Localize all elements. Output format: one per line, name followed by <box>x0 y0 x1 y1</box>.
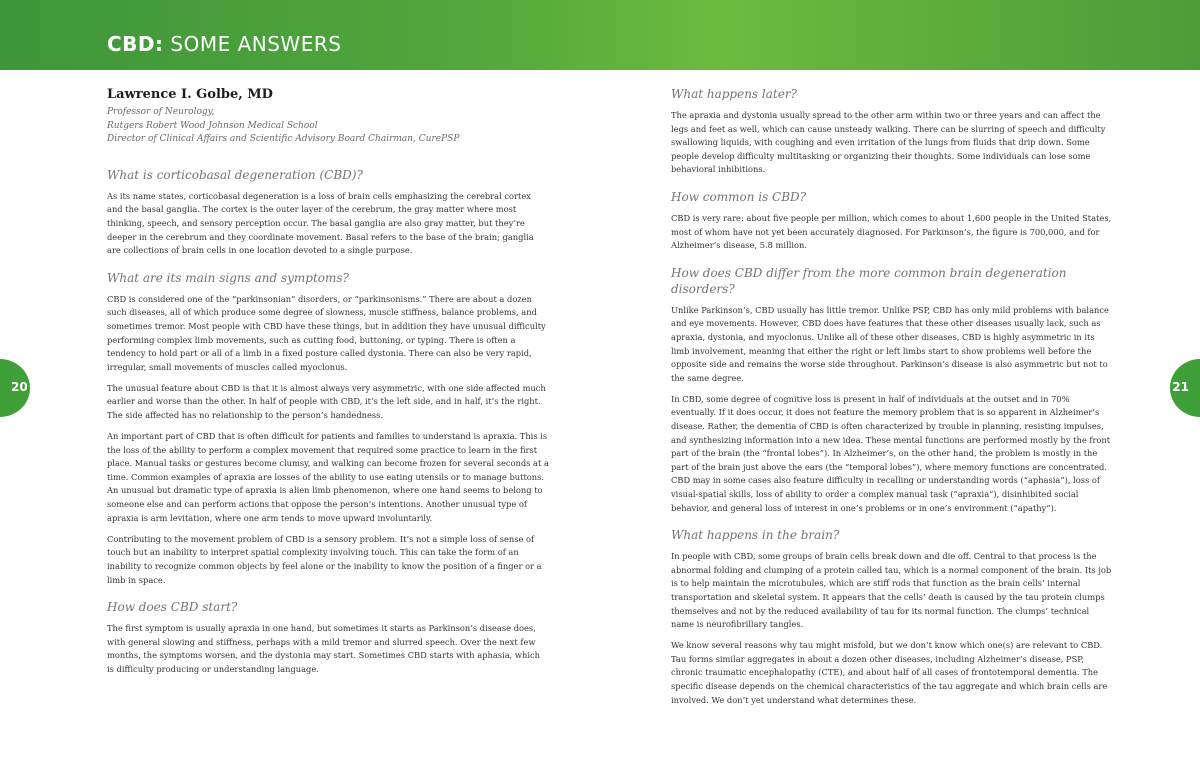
section-heading: How common is CBD? <box>671 189 807 204</box>
title-rest: SOME ANSWERS <box>163 32 342 56</box>
paragraph: The unusual feature about CBD is that it is almost always very asymmetric, with one side affected much earlier and worse than the other. In half of people with CBD, it’s the left side, and in half, it’s the right. The side affected has no relationship to the person’s handedness. <box>107 382 546 420</box>
author-role: Director of Clinical Affairs and Scientific Advisory Board Chairman, CurePSP <box>107 134 460 145</box>
paragraph: We know several reasons why tau might misfold, but we don’t know which one(s) are relevant to CBD. Tau forms similar aggregates in about a dozen other diseases, including Alzheimer’s disease, PSP, chronic traumatic encephalopathy (CTE), and about half of all cases of frontotemporal dementia. The specific disease depends on the chemical characteristics of the tau aggregate and which brain cells are involved. We don’t yet understand what determines these. <box>671 640 1108 705</box>
paragraph: In people with CBD, some groups of brain cells break down and die off. Central to that process is the abnormal folding and clumping of a protein called tau, which is a normal component of the brain. Its job is to help maintain the microtubules, which are stiff rods that function as the brain cells’ internal transportation and skeletal system. It appears that the cells’ death is caused by the tau protein clumps themselves and not by the reduced availability of tau for its normal function. The clumps’ technical name is neurofibrillary tangles. <box>671 551 1112 630</box>
paragraph: The apraxia and dystonia usually spread to the other arm within two or three years and can affect the legs and feet as well, which can cause unsteady walking. There can be slurring of speech and difficulty swallowing liquids, with coughing and even irritation of the lungs from fluids that drip down. Some people develop difficulty multitasking or organizing their thoughts. Some individuals can lose some behavioral inhibitions. <box>671 110 1106 175</box>
paragraph: CBD is very rare: about five people per million, which comes to about 1,600 people in the United States, most of whom have not yet been accurately diagnosed. For Parkinson’s, the figure is 700,000, and for Alzheimer’s disease, 5.8 million. <box>671 212 1112 251</box>
paragraph: CBD is considered one of the “parkinsonian” disorders, or “parkinsonisms.” There are about a dozen such diseases, all of which produce some degree of slowness, muscle stiffness, balance problems, and sometimes tremor. Most people with CBD have these things, but in addition they have unusual difficulty performing complex limb movements, such as cutting food, buttoning, or typing. There is often a tendency to hold part or all of a limb in a fixed posture called dystonia. There can also be very rapid, irregular, small movements of muscles called myoclonus. <box>107 293 546 372</box>
page-number-left: 20 <box>11 380 28 394</box>
paragraph: An important part of CBD that is often difficult for patients and families to understand is apraxia. This is the loss of the ability to perform a complex movement that required some practice to learn in the first place. Manual tasks or gestures become clumsy, and walking can become frozen for several seconds at a time. Common examples of apraxia are losses of the ability to use eating utensils or to manage buttons. An unusual but dramatic type of apraxia is alien limb phenomenon, where one hand seems to belong to someone else and can perform actions that oppose the person’s intentions. Another unusual type of apraxia is arm levitation, where one arm tends to move upward involuntarily. <box>107 431 549 523</box>
author-name: Lawrence I. Golbe, MD <box>107 87 273 102</box>
section-heading: How does CBD start? <box>107 600 238 615</box>
author-title: Professor of Neurology, <box>107 107 215 117</box>
paragraph: The first symptom is usually apraxia in one hand, but sometimes it starts as Parkinson’s disease does, with general slowing and stiffness, perhaps with a mild tremor and slurred speech. Over the next few months, the symptoms worsen, and the dystonia may start. Sometimes CBD starts with aphasia, which is difficulty producing or understanding language. <box>107 623 541 674</box>
section-what-happens-in-brain <box>671 527 1113 707</box>
title-strong: CBD: <box>107 32 164 56</box>
right-page-column <box>671 86 1113 719</box>
section-how-common <box>671 189 1113 253</box>
left-page-column <box>107 86 549 689</box>
section-heading: What is corticobasal degeneration (CBD)? <box>107 167 363 182</box>
section-heading: What happens in the brain? <box>671 528 840 543</box>
paragraph: Unlike Parkinson’s, CBD usually has little tremor. Unlike PSP, CBD has only mild problems with balance and eye movements. However, CBD does have features that these other diseases usually lack, such as apraxia, dystonia, and myoclonus. Unlike all of these other diseases, CBD is highly asymmetric in its limb involvement, meaning that either the right or left limbs start to show problems well before the opposite side and remains the worse side throughout. Parkinson’s disease is also asymmetric but not to the same degree. <box>671 304 1109 383</box>
paragraph: Contributing to the movement problem of CBD is a sensory problem. It’s not a simple loss of sense of touch but an inability to interpret spatial complexity involving touch. This can take the form of an inability to recognize common objects by feel alone or the inability to know the position of a finger or a limb in space. <box>107 533 542 585</box>
paragraph: As its name states, corticobasal degeneration is a loss of brain cells emphasizing the cerebral cortex and the basal ganglia. The cortex is the outer layer of the cerebrum, the gray matter where most thinking, speech, and sensory perception occur. The basal ganglia are also gray matter, but they’re deeper in the cerebrum and they coordinate movement. Basal refers to the base of the brain; ganglia are collections of brain cells in one location devoted to a single purpose. <box>107 190 534 256</box>
page-title <box>107 33 341 55</box>
author-affiliation: Rutgers Robert Wood Johnson Medical School <box>107 120 318 131</box>
author-block <box>107 86 549 147</box>
page-number-right: 21 <box>1172 380 1189 394</box>
section-heading: What happens later? <box>671 87 797 101</box>
section-heading: What are its main signs and symptoms? <box>107 270 349 285</box>
header-banner <box>0 0 1200 70</box>
section-heading: How does CBD differ from the more common brain degeneration disorders? <box>671 265 1067 296</box>
section-signs-and-symptoms <box>107 270 549 587</box>
section-how-cbd-differs <box>671 265 1113 515</box>
section-what-is-cbd <box>107 167 549 258</box>
section-how-does-cbd-start <box>107 599 549 676</box>
section-what-happens-later <box>671 86 1113 177</box>
paragraph: In CBD, some degree of cognitive loss is present in half of individuals at the outset and in 70% eventually. If it does occur, it does not feature the memory problem that is so apparent in Alzheimer’s disease. Rather, the dementia of CBD is often characterized by trouble in planning, resisting impulses, and synthesizing information into a new idea. These mental functions are performed mostly by the front part of the brain (the “frontal lobes”). In Alzheimer’s, on the other hand, the problem is mostly in the part of the brain just above the ears (the “temporal lobes”), where memory functions are concentrated. CBD may in some cases also feature difficulty in recalling or understanding words (“aphasia”), loss of visual-spatial skills, loss of ability to order a complex manual task (“apraxia”), disinhibited social behavior, and general loss of interest in one’s problems or in one’s environment (“apathy”). <box>671 393 1111 513</box>
